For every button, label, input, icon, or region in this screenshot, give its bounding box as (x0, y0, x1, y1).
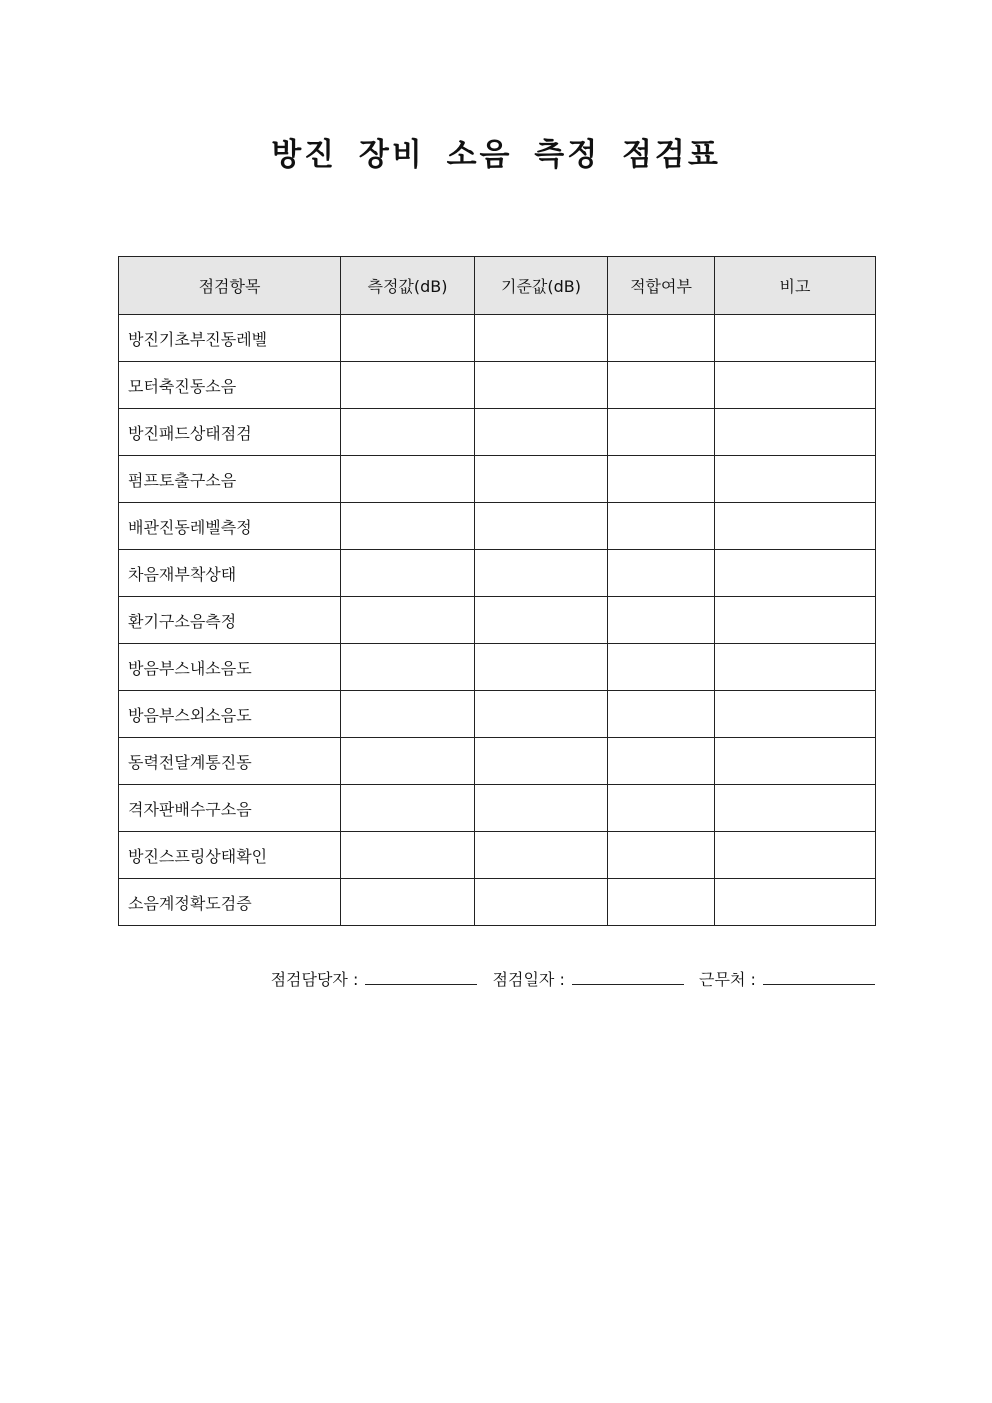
inspector-field (271, 966, 478, 992)
page-title: 방진 장비 소음 측정 점검표 (271, 137, 721, 173)
remarks-cell[interactable] (715, 785, 876, 832)
inspection-item-cell: 환기구소음측정 (119, 597, 341, 644)
standard-value-cell[interactable] (475, 362, 608, 409)
table-row (119, 644, 876, 691)
standard-value-cell[interactable] (475, 644, 608, 691)
remarks-cell[interactable] (715, 691, 876, 738)
measured-value-cell[interactable] (341, 832, 475, 879)
inspection-item-cell: 펌프토출구소음 (119, 456, 341, 503)
remarks-cell[interactable] (715, 315, 876, 362)
compliance-cell[interactable] (608, 785, 715, 832)
remarks-cell[interactable] (715, 456, 876, 503)
compliance-cell[interactable] (608, 315, 715, 362)
measured-value-cell[interactable] (341, 503, 475, 550)
table-row (119, 879, 876, 926)
measured-value-cell[interactable] (341, 644, 475, 691)
header-standard-value: 기준값(dB) (475, 257, 608, 315)
remarks-cell[interactable] (715, 879, 876, 926)
signature-footer (0, 966, 875, 992)
workplace-field (699, 966, 875, 992)
date-label: 점검일자 : (492, 970, 565, 989)
inspector-blank[interactable] (365, 966, 477, 985)
measured-value-cell[interactable] (341, 785, 475, 832)
table-row (119, 409, 876, 456)
standard-value-cell[interactable] (475, 315, 608, 362)
remarks-cell[interactable] (715, 362, 876, 409)
standard-value-cell[interactable] (475, 597, 608, 644)
table-body (119, 315, 876, 926)
header-compliance: 적합여부 (608, 257, 715, 315)
workplace-blank[interactable] (763, 966, 875, 985)
compliance-cell[interactable] (608, 879, 715, 926)
inspection-item-cell: 소음계정확도검증 (119, 879, 341, 926)
table-row (119, 550, 876, 597)
table-row (119, 503, 876, 550)
compliance-cell[interactable] (608, 456, 715, 503)
inspector-label: 점검담당자 : (270, 970, 359, 989)
standard-value-cell[interactable] (475, 832, 608, 879)
compliance-cell[interactable] (608, 738, 715, 785)
standard-value-cell[interactable] (475, 879, 608, 926)
inspection-item-cell: 격자판배수구소음 (119, 785, 341, 832)
compliance-cell[interactable] (608, 362, 715, 409)
compliance-cell[interactable] (608, 409, 715, 456)
remarks-cell[interactable] (715, 832, 876, 879)
measured-value-cell[interactable] (341, 456, 475, 503)
inspection-table (118, 256, 876, 926)
inspection-item-cell: 방음부스외소음도 (119, 691, 341, 738)
table-row (119, 738, 876, 785)
standard-value-cell[interactable] (475, 691, 608, 738)
inspection-item-cell: 방진패드상태점검 (119, 409, 341, 456)
inspection-item-cell: 방진기초부진동레벨 (119, 315, 341, 362)
workplace-label: 근무처 : (699, 970, 756, 989)
remarks-cell[interactable] (715, 597, 876, 644)
remarks-cell[interactable] (715, 503, 876, 550)
standard-value-cell[interactable] (475, 409, 608, 456)
remarks-cell[interactable] (715, 550, 876, 597)
date-blank[interactable] (572, 966, 684, 985)
inspection-item-cell: 배관진동레벨측정 (119, 503, 341, 550)
standard-value-cell[interactable] (475, 503, 608, 550)
measured-value-cell[interactable] (341, 550, 475, 597)
header-remarks: 비고 (715, 257, 876, 315)
inspection-item-cell: 모터축진동소음 (119, 362, 341, 409)
header-inspection-item: 점검항목 (119, 257, 341, 315)
compliance-cell[interactable] (608, 691, 715, 738)
remarks-cell[interactable] (715, 644, 876, 691)
measured-value-cell[interactable] (341, 691, 475, 738)
table-row (119, 362, 876, 409)
header-measured-value: 측정값(dB) (341, 257, 475, 315)
measured-value-cell[interactable] (341, 597, 475, 644)
measured-value-cell[interactable] (341, 738, 475, 785)
table-row (119, 785, 876, 832)
remarks-cell[interactable] (715, 409, 876, 456)
measured-value-cell[interactable] (341, 409, 475, 456)
table-row (119, 691, 876, 738)
standard-value-cell[interactable] (475, 738, 608, 785)
table-row (119, 832, 876, 879)
remarks-cell[interactable] (715, 738, 876, 785)
table-header-row (119, 257, 876, 315)
compliance-cell[interactable] (608, 644, 715, 691)
compliance-cell[interactable] (608, 503, 715, 550)
measured-value-cell[interactable] (341, 362, 475, 409)
measured-value-cell[interactable] (341, 879, 475, 926)
table-row (119, 597, 876, 644)
table-row (119, 456, 876, 503)
standard-value-cell[interactable] (475, 785, 608, 832)
inspection-item-cell: 방진스프링상태확인 (119, 832, 341, 879)
standard-value-cell[interactable] (475, 550, 608, 597)
date-field (493, 966, 684, 992)
inspection-item-cell: 동력전달계통진동 (119, 738, 341, 785)
table-row (119, 315, 876, 362)
compliance-cell[interactable] (608, 832, 715, 879)
standard-value-cell[interactable] (475, 456, 608, 503)
measured-value-cell[interactable] (341, 315, 475, 362)
inspection-item-cell: 차음재부착상태 (119, 550, 341, 597)
compliance-cell[interactable] (608, 597, 715, 644)
inspection-item-cell: 방음부스내소음도 (119, 644, 341, 691)
compliance-cell[interactable] (608, 550, 715, 597)
